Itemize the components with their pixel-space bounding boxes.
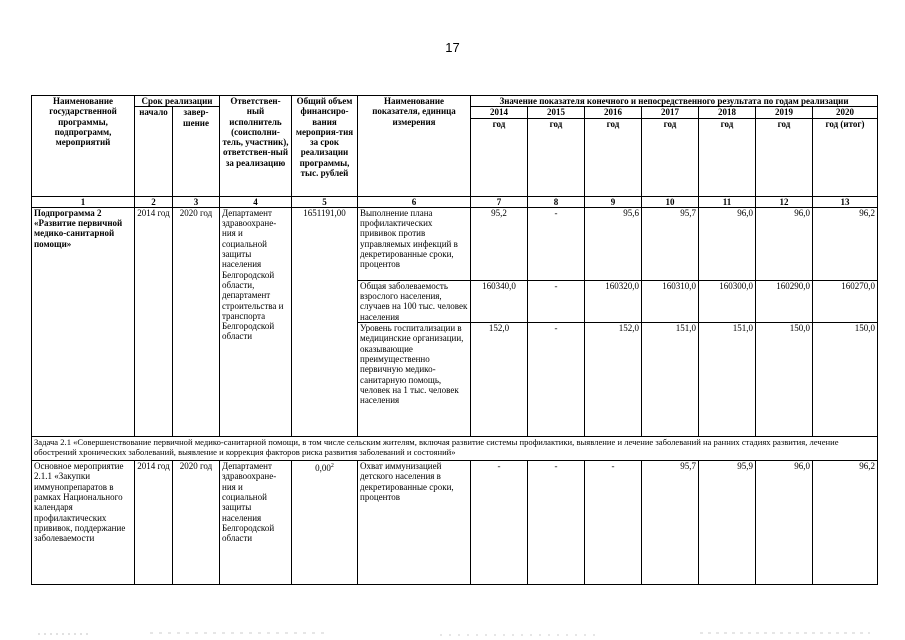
indicator-value: - xyxy=(528,207,585,280)
column-number: 8 xyxy=(528,196,585,207)
subprogram-finance: 1651191,00 xyxy=(292,207,358,436)
header-year: 2014 xyxy=(471,107,528,118)
header-year-unit: год (итог) xyxy=(813,118,878,196)
header-executor: Ответствен-ный исполнитель (соисполни-тель, участник), ответствен-ный за реализацию xyxy=(220,96,292,197)
header-term-end: завер-шение xyxy=(173,107,220,196)
column-number: 10 xyxy=(642,196,699,207)
indicator-value: 152,0 xyxy=(585,323,642,437)
activity-value: - xyxy=(585,461,642,585)
activity-executor: Департамент здравоохране-ния и социальной защиты населения Белгородской области xyxy=(220,461,292,585)
indicator-value: 160310,0 xyxy=(642,280,699,322)
program-table xyxy=(31,95,878,585)
activity-value: 95,9 xyxy=(699,461,756,585)
activity-value: 95,7 xyxy=(642,461,699,585)
header-year: 2018 xyxy=(699,107,756,118)
page-number: 17 xyxy=(445,40,460,55)
activity-value: - xyxy=(528,461,585,585)
column-number: 9 xyxy=(585,196,642,207)
indicator-value: 96,0 xyxy=(756,207,813,280)
header-indicator: Наименование показателя, единица измерения xyxy=(358,96,471,197)
column-number: 3 xyxy=(173,196,220,207)
activity-start: 2014 год xyxy=(135,461,173,585)
indicator-name: Выполнение плана профилактических прививок против управляемых инфекций в декретированные сроки, процентов xyxy=(358,207,471,280)
column-number: 12 xyxy=(756,196,813,207)
indicator-value: 96,0 xyxy=(699,207,756,280)
indicator-value: 152,0 xyxy=(471,323,528,437)
indicator-value: 160300,0 xyxy=(699,280,756,322)
subprogram-start: 2014 год xyxy=(135,207,173,436)
indicator-value: 160290,0 xyxy=(756,280,813,322)
indicator-value: 95,7 xyxy=(642,207,699,280)
column-number: 2 xyxy=(135,196,173,207)
subprogram-executor: Департамент здравоохране-ния и социальной защиты населения Белгородской области, департамент строительства и транспорта Белгородской области xyxy=(220,207,292,436)
indicator-value: 95,2 xyxy=(471,207,528,280)
header-year: 2019 xyxy=(756,107,813,118)
indicator-name: Общая заболеваемость взрослого населения, случаев на 100 тыс. человек населения xyxy=(358,280,471,322)
indicator-value: - xyxy=(528,280,585,322)
activity-finance: 0,00 xyxy=(315,463,331,474)
scan-artifacts xyxy=(0,628,905,640)
activity-value: 96,2 xyxy=(813,461,878,585)
task-description: Задача 2.1 «Совершенствование первичной медико-санитарной помощи, в том числе сельским жителям, включая развитие системы профилактики, выявление и лечение заболеваний на ранних стадиях развития, лечение обострений хронических заболеваний, выявление и коррекция факторов риска развития заболеваний и состояний» xyxy=(32,437,878,461)
header-year: 2020 xyxy=(813,107,878,118)
indicator-value: 95,6 xyxy=(585,207,642,280)
column-number: 6 xyxy=(358,196,471,207)
column-number: 1 xyxy=(32,196,135,207)
column-number: 4 xyxy=(220,196,292,207)
indicator-value: 150,0 xyxy=(756,323,813,437)
activity-value: 96,0 xyxy=(756,461,813,585)
indicator-value: 160320,0 xyxy=(585,280,642,322)
header-finance: Общий объем финансиро-вания мероприя-тия за срок реализации программы, тыс. рублей xyxy=(292,96,358,197)
activity-value: - xyxy=(471,461,528,585)
indicator-value: 150,0 xyxy=(813,323,878,437)
indicator-value: 96,2 xyxy=(813,207,878,280)
indicator-value: 151,0 xyxy=(642,323,699,437)
header-year-unit: год xyxy=(756,118,813,196)
header-year: 2017 xyxy=(642,107,699,118)
indicator-value: 160270,0 xyxy=(813,280,878,322)
column-number: 7 xyxy=(471,196,528,207)
header-year: 2015 xyxy=(528,107,585,118)
header-name: Наименование государственной программы, подпрограмм, мероприятий xyxy=(32,96,135,197)
header-year-unit: год xyxy=(585,118,642,196)
finance-footnote-mark: 2 xyxy=(330,463,334,470)
column-number: 5 xyxy=(292,196,358,207)
table-row xyxy=(32,437,878,461)
activity-finance-cell xyxy=(292,461,358,585)
indicator-value: 160340,0 xyxy=(471,280,528,322)
table-row xyxy=(32,207,878,280)
header-year-unit: год xyxy=(642,118,699,196)
header-values-group: Значение показателя конечного и непосредственного результата по годам реализации xyxy=(471,96,878,107)
activity-indicator: Охват иммунизацией детского населения в декретированные сроки, процентов xyxy=(358,461,471,585)
indicator-value: - xyxy=(528,323,585,437)
indicator-name: Уровень госпитализации в медицинские организации, оказывающие преимущественно первичную медико-санитарную помощь, человек на 1 тыс. человек населения xyxy=(358,323,471,437)
table-row xyxy=(32,461,878,585)
header-year-unit: год xyxy=(471,118,528,196)
indicator-value: 151,0 xyxy=(699,323,756,437)
header-term: Срок реализации xyxy=(135,96,220,107)
header-year: 2016 xyxy=(585,107,642,118)
column-number: 13 xyxy=(813,196,878,207)
subprogram-name: Подпрограмма 2 «Развитие первичной медико-санитарной помощи» xyxy=(32,207,135,436)
header-year-unit: год xyxy=(528,118,585,196)
activity-name: Основное мероприятие 2.1.1 «Закупки иммунопрепаратов в рамках Национального календаря профилактических прививок, поддержание заболеваемости xyxy=(32,461,135,585)
header-year-unit: год xyxy=(699,118,756,196)
activity-end: 2020 год xyxy=(173,461,220,585)
subprogram-end: 2020 год xyxy=(173,207,220,436)
column-number: 11 xyxy=(699,196,756,207)
header-term-start: начало xyxy=(135,107,173,196)
